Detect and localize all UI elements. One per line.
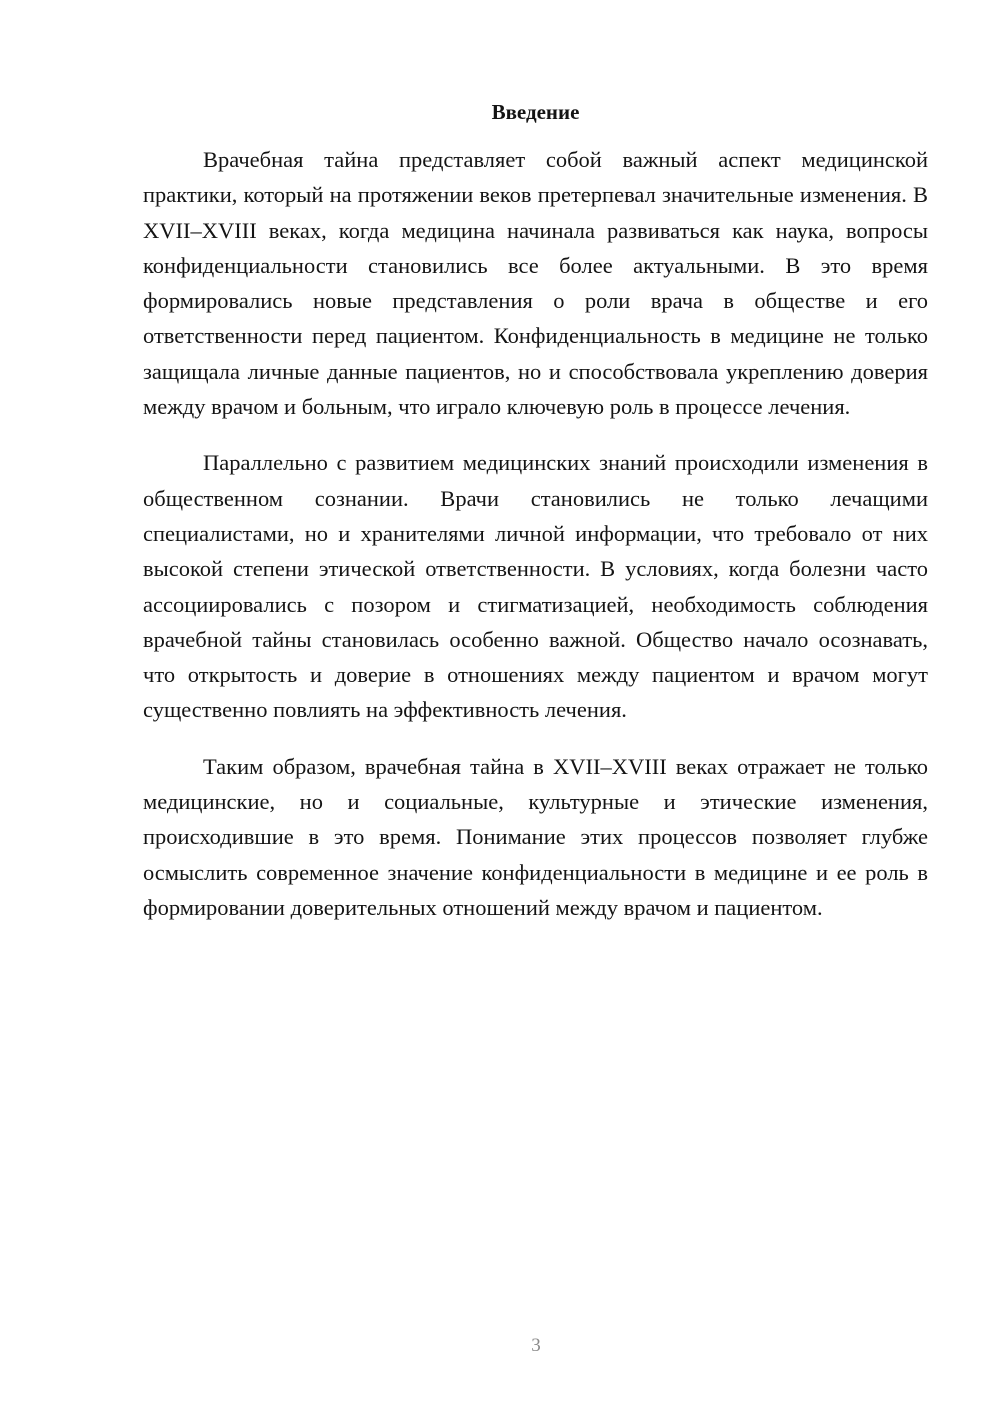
paragraph-1: Врачебная тайна представляет собой важный аспект медицинской практики, который на протяжении веков претерпевал значительные изменения. В XVII–XVIII веках, когда медицина начинала развиваться как наука, вопросы конфиденциальности становились все более актуальными. В это время формировались новые представления о роли врача в обществе и его ответственности перед пациентом. Конфиденциальность в медицине не только защищала личные данные пациентов, но и способствовала укреплению доверия между врачом и больным, что играло ключевую роль в процессе лечения. (143, 147, 928, 420)
paragraph-2: Параллельно с развитием медицинских знаний происходили изменения в общественном сознании. Врачи становились не только лечащими специалистами, но и хранителями личной информации, что требовало от них высокой степени этической ответственности. В условиях, когда болезни часто ассоциировались с позором и стигматизацией, необходимость соблюдения врачебной тайны становилась особенно важной. Общество начало осознавать, что открытость и доверие в отношениях между пациентом и врачом могут существенно повлиять на эффективность лечения. (143, 450, 928, 723)
page-number: 3 (531, 1335, 541, 1356)
section-heading: Введение (491, 100, 580, 124)
paragraph-3: Таким образом, врачебная тайна в XVII–XVIII веках отражает не только медицинские, но и социальные, культурные и этические изменения, происходившие в это время. Понимание этих процессов позволяет глубже осмыслить современное значение конфиденциальности в медицине и ее роль в формировании доверительных отношений между врачом и пациентом. (143, 753, 928, 920)
body-text (143, 142, 928, 946)
